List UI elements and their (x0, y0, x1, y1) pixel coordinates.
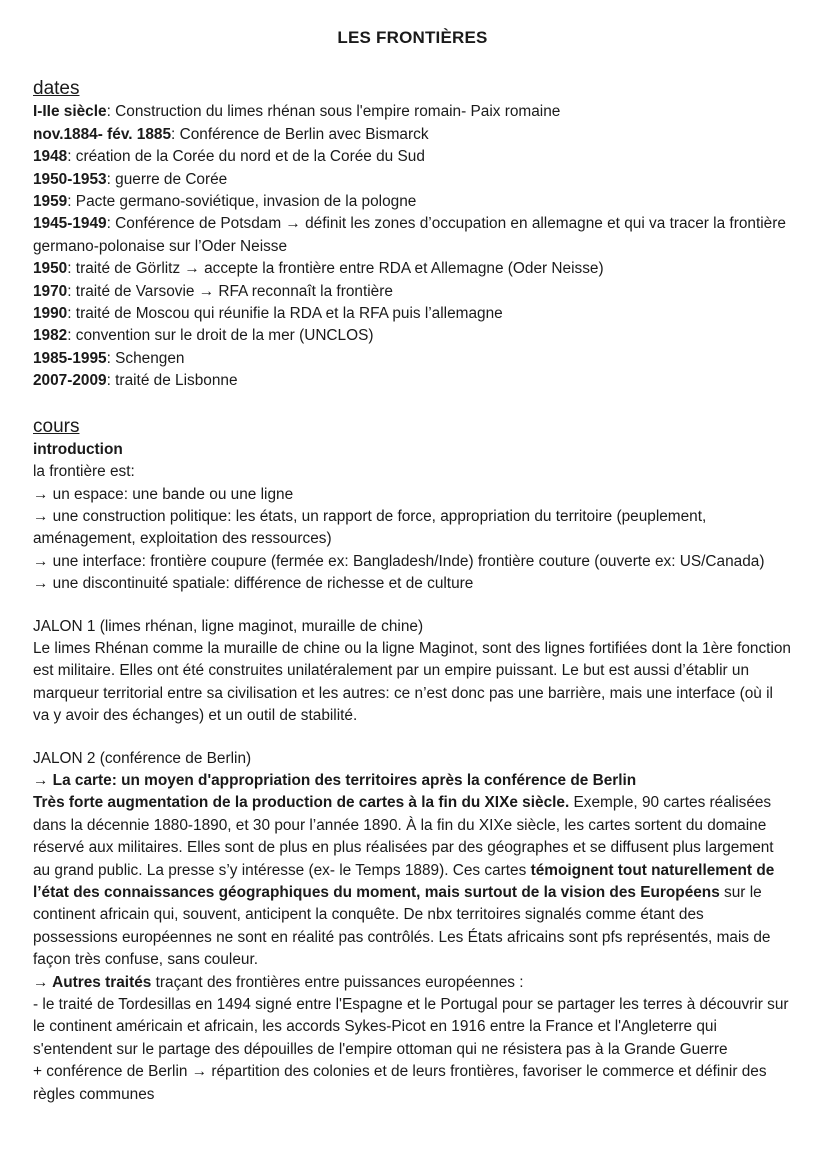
date-item (33, 258, 792, 280)
date-text: : guerre de Corée (106, 170, 228, 188)
date-label: nov.1884- fév. 1885 (33, 125, 172, 143)
jalon2-title: JALON 2 (conférence de Berlin) (33, 749, 252, 767)
date-text: : Construction du limes rhénan sous l'empire romain- Paix romaine (106, 103, 561, 121)
arrow: → (33, 973, 53, 991)
date-text: : traité de Lisbonne (106, 372, 238, 390)
dates-heading: dates (33, 78, 80, 100)
date-item (33, 303, 792, 325)
jalon2-paragraph (33, 792, 792, 971)
jalon2-text: sur le continent africain qui, souvent, anticipent la conquête. De nbx territoires signalés comme étant des possessions européennes ne sont en réalité pas contrôlés. Les États africains sont pfs représentés, mais de façon très confuse, sans couleur. (33, 884, 771, 969)
date-text: : convention sur le droit de la mer (UNCLOS) (67, 327, 374, 345)
introduction-point: → une discontinuité spatiale: différence de richesse et de culture (33, 575, 474, 593)
introduction-lead: la frontière est: (33, 463, 135, 481)
date-item (33, 169, 792, 191)
date-label: 1950 (33, 260, 68, 278)
date-text: : traité de Varsovie → RFA reconnaît la frontière (67, 282, 393, 300)
date-item (33, 101, 792, 123)
date-label: 1959 (33, 193, 68, 211)
jalon2-heading-traites (33, 972, 792, 994)
jalon2-berlin: + conférence de Berlin → répartition des colonies et de leurs frontières, favoriser le commerce et définir des règles communes (33, 1063, 767, 1103)
introduction-point: → une interface: frontière coupure (fermée ex: Bangladesh/Inde) frontière couture (ouverte ex: US/Canada) (33, 552, 765, 570)
date-text: : Schengen (106, 349, 185, 367)
date-label: 1985-1995 (33, 349, 107, 367)
date-text: : Conférence de Berlin avec Bismarck (171, 125, 429, 143)
cours-heading: cours (33, 415, 80, 437)
date-label: 2007-2009 (33, 372, 107, 390)
date-label: 1948 (33, 148, 68, 166)
jalon2-text: traçant des frontières entre puissances européennes : (151, 973, 524, 991)
spacer (33, 596, 792, 616)
date-text: : Conférence de Potsdam → définit les zones d’occupation en allemagne et qui va tracer la frontière germano-polonaise sur l’Oder Neisse (33, 215, 786, 255)
date-text: : création de la Corée du nord et de la Corée du Sud (67, 148, 425, 166)
date-label: 1950-1953 (33, 170, 107, 188)
jalon2-bold: témoignent tout naturellement de l’état des connaissances géographiques du moment, mais surtout de la vision des Européens (33, 861, 775, 901)
date-text: : traité de Görlitz → accepte la frontière entre RDA et Allemagne (Oder Neisse) (67, 260, 604, 278)
jalon2-bold: Autres traités (52, 973, 152, 991)
jalon2-heading-carte: → La carte: un moyen d'appropriation des territoires après la conférence de Berlin (33, 771, 637, 789)
date-item (33, 191, 792, 213)
date-item (33, 146, 792, 168)
date-label: I-IIe siècle (33, 103, 107, 121)
date-label: 1990 (33, 305, 68, 323)
date-text: : traité de Moscou qui réunifie la RDA et la RFA puis l’allemagne (67, 305, 503, 323)
date-item (33, 213, 792, 258)
jalon2-text: Exemple, 90 cartes réalisées dans la décennie 1880-1890, et 30 pour l’année 1890. À la fin du XIXe siècle, les cartes sortent du domaine réservé aux militaires. Elles sont de plus en plus réalisées par des géographes et se diffusent plus largement au grand public. La presse s’y intéresse (ex- le Temps 1889). Ces cartes (33, 794, 774, 879)
introduction-point: → une construction politique: les états, un rapport de force, appropriation du territoire (peuplement, aménagement, exploitation des ressources) (33, 507, 707, 548)
date-item (33, 281, 792, 303)
page-title: LES FRONTIÈRES (337, 28, 488, 47)
date-text: : Pacte germano-soviétique, invasion de la pologne (67, 193, 417, 211)
jalon2-treaties: - le traité de Tordesillas en 1494 signé entre l'Espagne et le Portugal pour se partager les terres à découvrir sur le continent américain et africain, les accords Sykes-Picot en 1916 entre la France et l'Angleterre qui s'entendent sur le partage des dépouilles de l'empire ottoman qui ne résistera pas à la Grande Guerre (33, 996, 789, 1058)
date-label: 1982 (33, 327, 68, 345)
date-item (33, 348, 792, 370)
spacer (33, 393, 792, 415)
jalon1-text: Le limes Rhénan comme la muraille de chine ou la ligne Maginot, sont des lignes fortifiées dont la 1ère fonction est militaire. Elles ont été construites unilatéralement par un empire puissant. Le but est aussi d’établir un marqueur territorial entre sa civilisation et les autres: ce n’est donc pas une barrière, mais une interface (où il va y avoir des échanges) et un outil de stabilité. (33, 639, 791, 725)
date-label: 1970 (33, 282, 68, 300)
dates-list (33, 101, 792, 392)
date-item (33, 124, 792, 146)
spacer (33, 728, 792, 748)
introduction-title: introduction (33, 440, 123, 458)
date-label: 1945-1949 (33, 215, 107, 233)
introduction-point: → un espace: une bande ou une ligne (33, 485, 294, 503)
date-item (33, 325, 792, 347)
jalon2-bold: Très forte augmentation de la production de cartes à la fin du XIXe siècle. (33, 794, 570, 812)
jalon1-title: JALON 1 (limes rhénan, ligne maginot, muraille de chine) (33, 617, 424, 635)
date-item (33, 370, 792, 392)
